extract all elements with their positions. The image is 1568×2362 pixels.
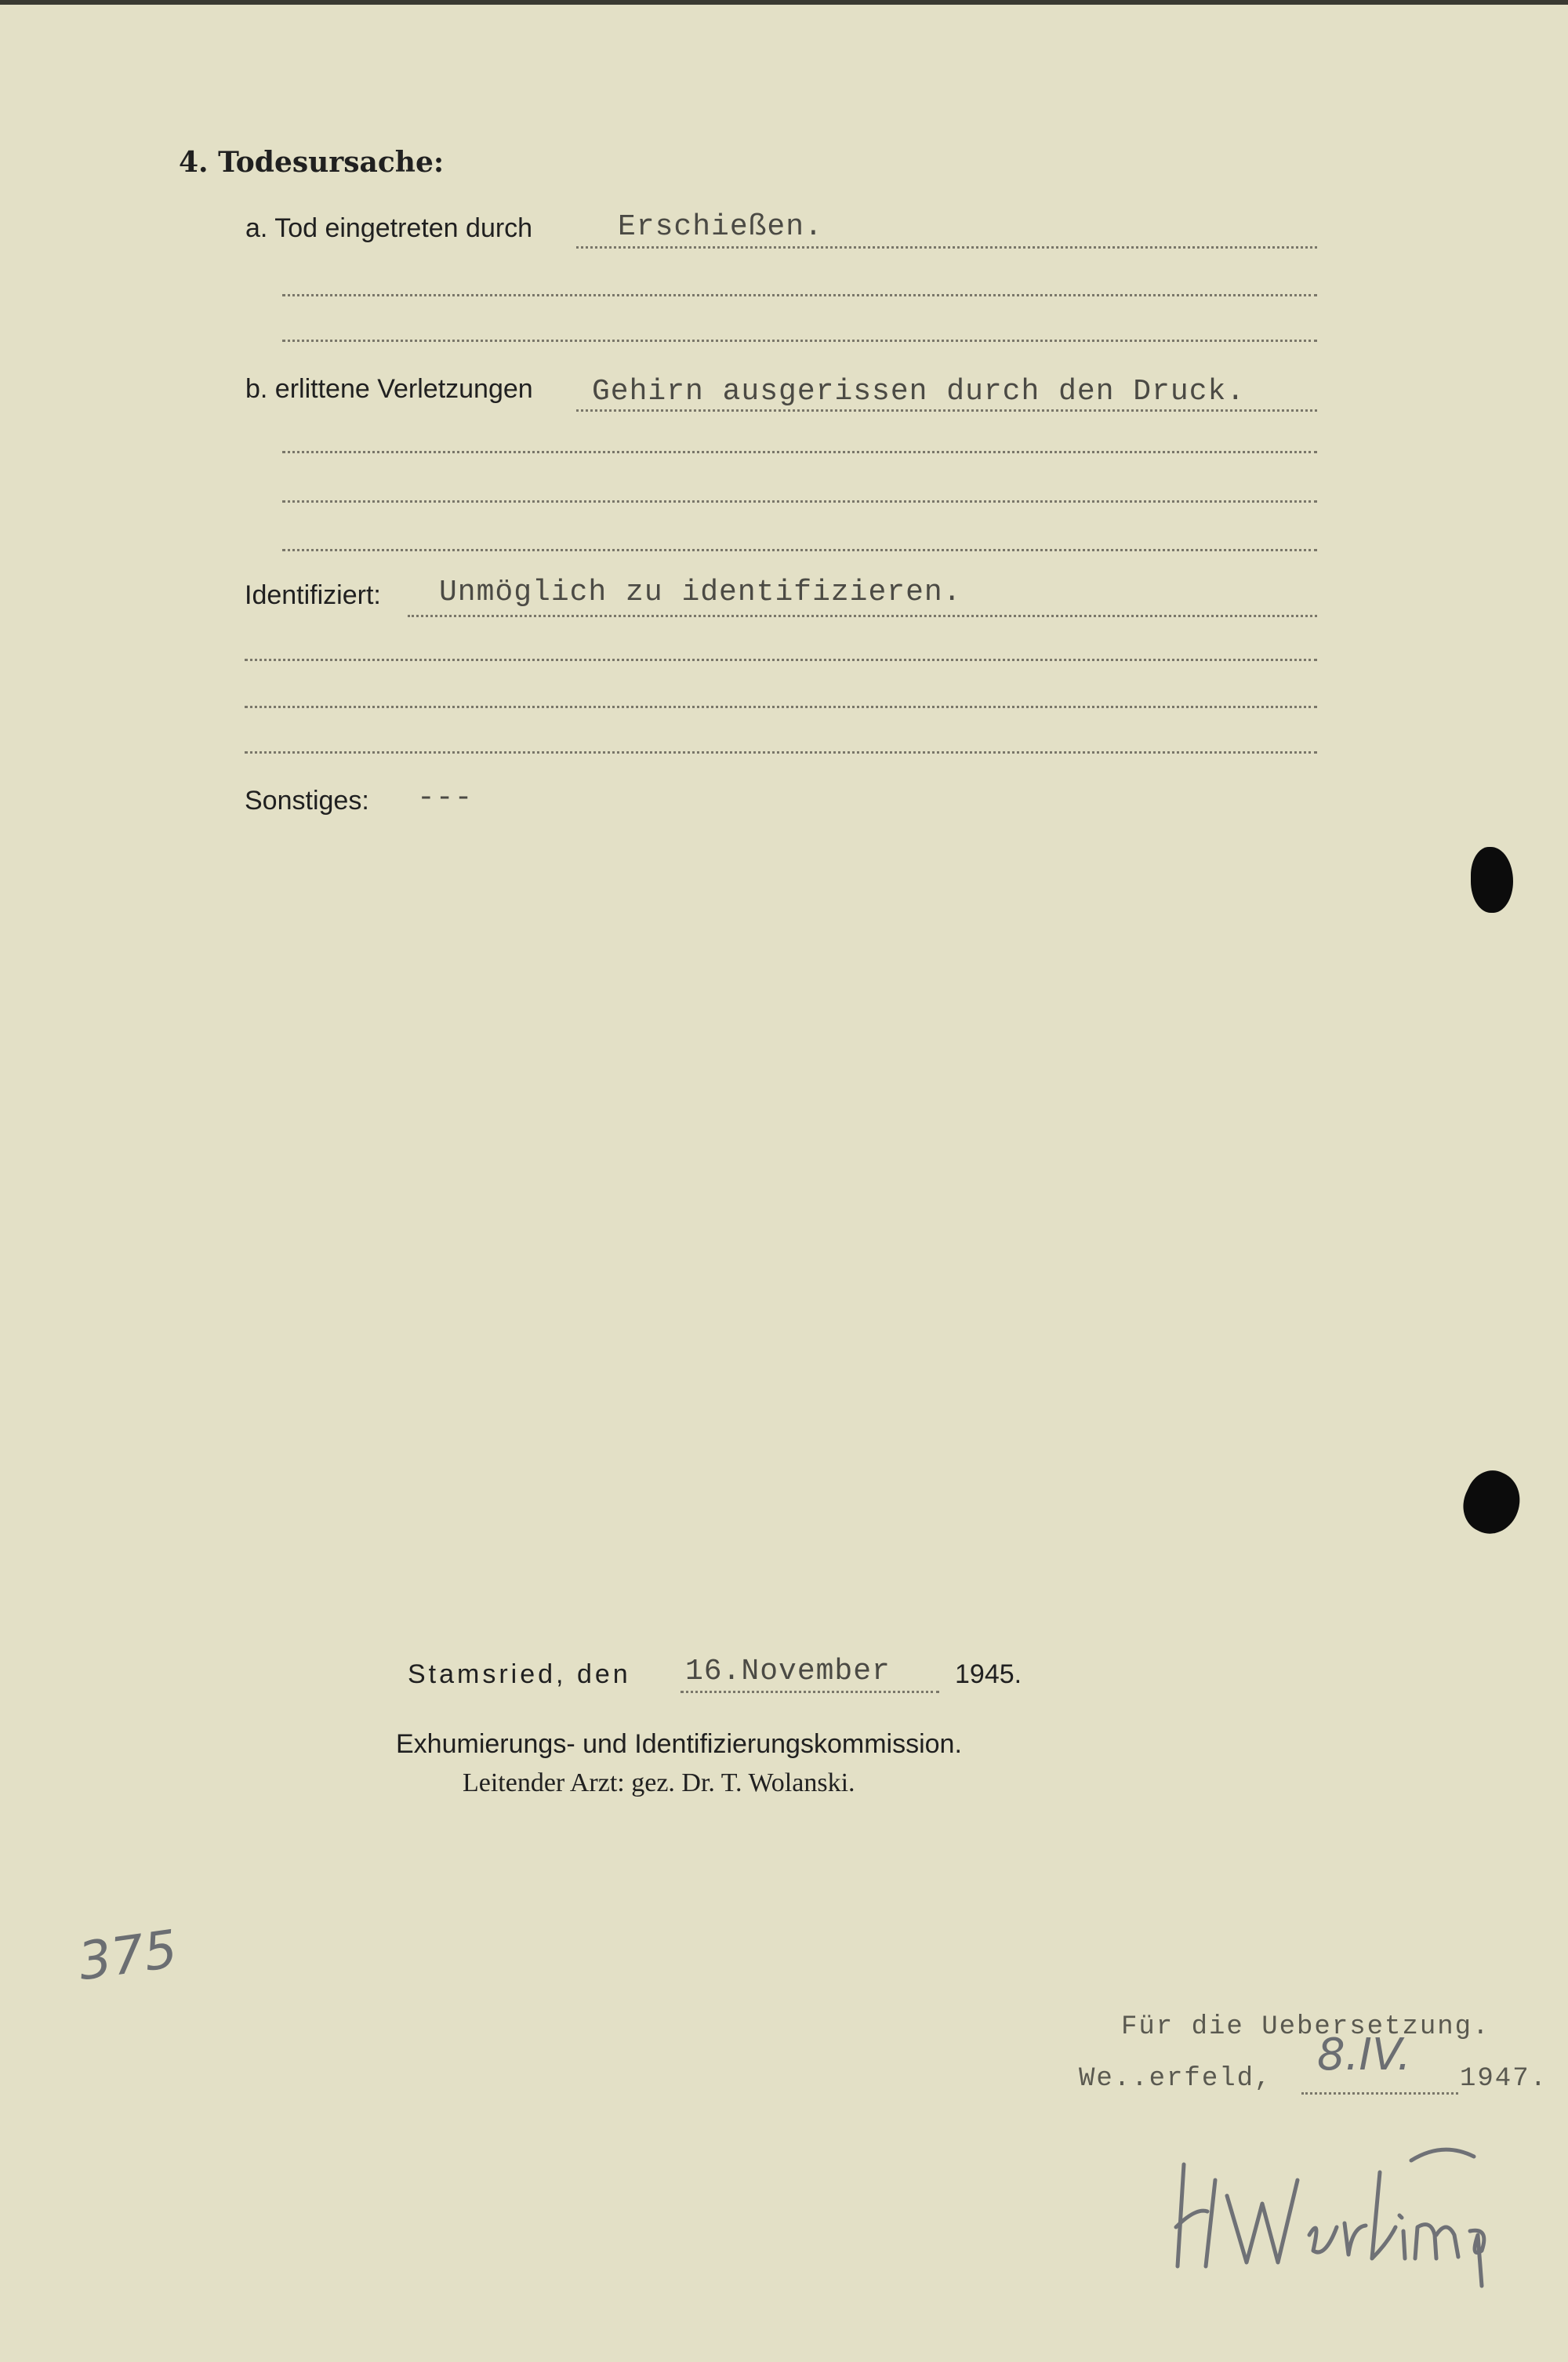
handwritten-signature [1160,2133,1505,2290]
translation-stamp-date: 8.IV. [1317,2030,1411,2080]
dotted-line [245,659,1317,661]
dotted-line [282,500,1317,503]
dotted-line [245,706,1317,708]
translation-stamp-year: 1947. [1460,2064,1548,2094]
punch-hole [1471,847,1513,913]
dotted-line [282,294,1317,296]
dotted-line [408,615,1317,617]
value-cause-of-death: Erschießen. [618,210,823,244]
value-other: --- [417,781,474,815]
label-injuries: b. erlittene Verletzungen [245,374,533,404]
dotted-line [1301,2092,1458,2095]
translation-stamp-line1: Für die Uebersetzung. [1121,2012,1490,2042]
year: 1945. [955,1659,1022,1689]
dotted-line [282,340,1317,342]
place-date: Stamsried, den [408,1659,631,1689]
dotted-line [282,549,1317,551]
punch-hole [1454,1463,1530,1543]
top-edge [0,0,1568,5]
dotted-line [681,1691,939,1693]
value-injuries: Gehirn ausgerissen durch den Druck. [592,375,1246,409]
dotted-line [576,409,1317,412]
value-identified: Unmöglich zu identifizieren. [439,576,962,609]
dotted-line [576,246,1317,249]
page-number: 375 [74,1918,181,1993]
label-cause-of-death: a. Tod eingetreten durch [245,213,533,243]
dotted-line [282,451,1317,453]
section-heading: 4. Todesursache: [179,146,445,179]
translation-stamp-place: We..erfeld, [1079,2064,1272,2094]
dotted-line [245,751,1317,754]
label-identified: Identifiziert: [245,580,381,610]
date-value: 16.November [685,1655,891,1688]
doctor-name: Leitender Arzt: gez. Dr. T. Wolanski. [463,1768,855,1797]
label-other: Sonstiges: [245,786,369,816]
commission-name: Exhumierungs- und Identifizierungskommission. [396,1729,962,1759]
